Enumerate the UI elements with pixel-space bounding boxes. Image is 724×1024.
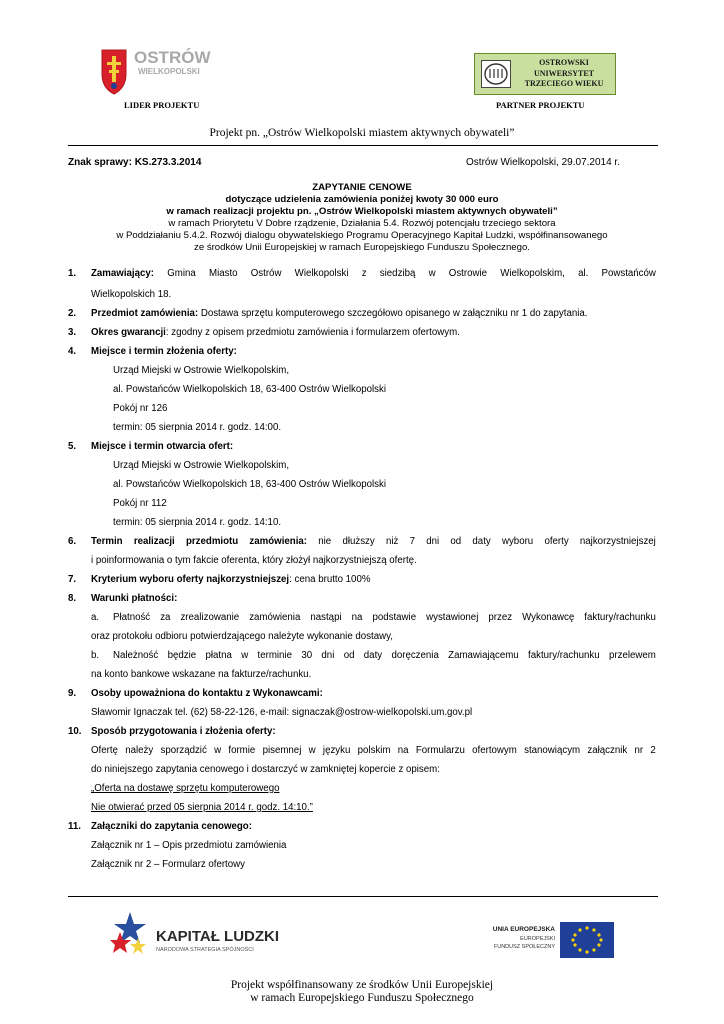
item-label: Osoby upoważniona do kontaktu z Wykonawcami: [91, 688, 323, 699]
word: wystawionej [426, 612, 479, 623]
word: Gmina [167, 268, 196, 279]
lider-label: LIDER PROJEKTU [124, 100, 200, 110]
item-7-line [91, 574, 370, 585]
document-title: ZAPYTANIE CENOWE [312, 182, 412, 193]
word: przelewem [608, 650, 656, 661]
item-text: Dostawa sprzętu komputerowego szczegółowo opisanego w załączniku nr 1 do zapytania. [198, 308, 588, 319]
word: od [343, 650, 355, 661]
address-line: Urząd Miejski w Ostrowie Wielkopolskim, [113, 365, 290, 376]
item-10-line2: do niniejszego zapytania cenowego i dostarczyć w zamkniętej kopercie z opisem: [91, 764, 440, 775]
word: w [308, 745, 316, 756]
word: Powstańców [601, 268, 656, 279]
word: stanowiącym [524, 745, 581, 756]
word: z [361, 268, 367, 279]
ue-subtitle: FUNDUSZ SPOŁECZNY [493, 944, 555, 950]
word: Należność [113, 650, 159, 661]
partner-logo-line: TRZECIEGO WIEKU [524, 79, 604, 88]
title-line: w ramach realizacji projektu pn. „Ostrów Wielkopolski miastem aktywnych obywateli” [166, 206, 558, 217]
word: za [160, 612, 171, 623]
ue-subtitle: EUROPEJSKI [520, 936, 555, 942]
lider-logo-subtext: WIELKOPOLSKI [138, 67, 200, 76]
header-divider [68, 145, 658, 146]
item-number: 2. [68, 308, 77, 319]
item-number: 7. [68, 574, 77, 585]
case-number: Znak sprawy: KS.273.3.2014 [68, 157, 202, 168]
word: języku [322, 745, 351, 756]
address-line: Urząd Miejski w Ostrowie Wielkopolskim, [113, 460, 290, 471]
word: zamówienia [249, 612, 301, 623]
item-number: 9. [68, 688, 77, 699]
footer-cofinancing: Projekt współfinansowany ze środków Unii Europejskiej [230, 979, 494, 991]
item-label: Kryterium wyboru oferty najkorzystniejszej [91, 574, 290, 585]
partner-logo-line: UNIWERSYTET [533, 68, 594, 78]
word: podstawie [372, 612, 417, 623]
lider-logo-text: OSTRÓW [134, 48, 211, 67]
word: polskim [357, 745, 391, 756]
label-word: realizacji [133, 536, 175, 547]
item-number: 5. [68, 441, 77, 452]
item-text: : cena brutto 100% [289, 574, 371, 585]
item-text: : zgodny z opisem przedmiotu zamówienia i formularzem ofertowym. [165, 327, 460, 338]
ostrow-coat-of-arms-icon [100, 46, 240, 96]
subitem-a-line2: oraz protokołu odbioru potwierdzającego należyte wykonanie dostawy, [91, 631, 393, 642]
word: nie [318, 536, 332, 547]
item-6-line2: i poinformowania o tym fakcie oferenta, który złożył najkorzystniejszą ofertę. [91, 555, 417, 566]
label-word: zamówienia: [249, 536, 308, 547]
title-line: ze środków Unii Europejskiej w ramach Europejskiego Funduszu Społecznego. [194, 242, 530, 253]
partner-logo-line: OSTROWSKI [539, 58, 589, 67]
kl-subtitle: NARODOWA STRATEGIA SPÓJNOŚCI [156, 947, 254, 953]
word: nr [634, 745, 644, 756]
utw-emblem-icon [481, 60, 511, 88]
word: dłuższy [342, 536, 375, 547]
item-label: Sposób przygotowania i złożenia oferty: [91, 726, 276, 737]
word: na [351, 612, 363, 623]
deadline-line: termin: 05 sierpnia 2014 r. godz. 14:00. [113, 422, 282, 433]
word: wyboru [501, 536, 534, 547]
place-date: Ostrów Wielkopolski, 29.07.2014 r. [466, 157, 620, 168]
word: Ofertę [91, 745, 118, 756]
title-line: dotyczące udzielenia zamówienia poniżej kwoty 30 000 euro [225, 194, 499, 205]
title-line: w ramach Priorytetu V Dobre rządzenie, Działania 5.4. Rozwój potencjału trzeciego sektora [168, 218, 556, 229]
label-word: przedmiotu [185, 536, 239, 547]
attachment-line: Załącznik nr 1 – Opis przedmiotu zamówienia [91, 840, 287, 851]
word: Płatność [113, 612, 151, 623]
word: oferty [544, 536, 569, 547]
item-label: Okres gwarancji [91, 327, 166, 338]
kl-title: KAPITAŁ LUDZKI [156, 928, 280, 945]
item-2-line [91, 308, 587, 319]
item-1-line2: Wielkopolskich 18. [91, 289, 172, 300]
word: dni [321, 650, 335, 661]
item-label: Załączniki do zapytania cenowego: [91, 821, 252, 832]
envelope-label-line: Nie otwierać przed 05 sierpnia 2014 r. godz. 14:10.” [91, 802, 313, 813]
footer-fund: w ramach Europejskiego Funduszu Społecznego [250, 992, 474, 1004]
room-line: Pokój nr 126 [113, 403, 168, 414]
footer-divider [68, 896, 658, 897]
word: faktury/rachunku [584, 612, 656, 623]
item-number: 3. [68, 327, 77, 338]
item-10-line [91, 745, 656, 756]
word: na [397, 745, 409, 756]
word: w [214, 745, 222, 756]
subitem-b-line [113, 650, 656, 661]
item-label: Warunki płatności: [91, 593, 178, 604]
word: Formularzu [415, 745, 465, 756]
word: Ostrowie [448, 268, 488, 279]
word: załącznik [587, 745, 628, 756]
word: ofertowym [472, 745, 517, 756]
partner-label: PARTNER PROJEKTU [496, 100, 585, 110]
item-1-line [91, 268, 656, 279]
kapital-ludzki-stars-icon [110, 910, 290, 960]
word: nastąpi [310, 612, 342, 623]
word: siedzibą [379, 268, 416, 279]
project-line: Projekt pn. „Ostrów Wielkopolski miastem aktywnych obywateli” [209, 127, 515, 139]
item-label: Miejsce i termin otwarcia ofert: [91, 441, 234, 452]
word: pisemnej [262, 745, 302, 756]
word: 2 [650, 745, 656, 756]
item-number: 8. [68, 593, 77, 604]
word: w [428, 268, 436, 279]
word: formie [228, 745, 256, 756]
ue-title: UNIA EUROPEJSKA [492, 926, 555, 933]
item-3-line [91, 327, 460, 338]
subitem-prefix: b. [91, 650, 100, 661]
address-line: al. Powstańców Wielkopolskich 18, 63-400 Ostrów Wielkopolski [113, 479, 386, 490]
address-line: al. Powstańców Wielkopolskich 18, 63-400 Ostrów Wielkopolski [113, 384, 386, 395]
item-number: 11. [68, 821, 81, 832]
word: będzie [167, 650, 197, 661]
word: doręczenia [391, 650, 439, 661]
word: faktury/rachunku [528, 650, 600, 661]
word: Wykonawcę [522, 612, 575, 623]
word: Wielkopolski [294, 268, 349, 279]
word: daty [472, 536, 491, 547]
item-label: Zamawiający: [91, 268, 155, 279]
word: Wielkopolskim, [500, 268, 565, 279]
deadline-line: termin: 05 sierpnia 2014 r. godz. 14:10. [113, 517, 282, 528]
item-label: Przedmiot zamówienia: [91, 308, 199, 319]
word: płatna [205, 650, 232, 661]
item-6-line [91, 536, 656, 547]
partner-logo-text [515, 58, 613, 90]
word: terminie [257, 650, 292, 661]
subitem-prefix: a. [91, 612, 100, 623]
word: Ostrów [250, 268, 282, 279]
room-line: Pokój nr 112 [113, 498, 167, 509]
subitem-a-line [113, 612, 656, 623]
attachment-line: Załącznik nr 2 – Formularz ofertowy [91, 859, 245, 870]
envelope-label-line: „Oferta na dostawę sprzętu komputerowego [91, 783, 280, 794]
item-number: 4. [68, 346, 77, 357]
word: sporządzić [160, 745, 207, 756]
label-word: Termin [91, 536, 123, 547]
item-label: Miejsce i termin złożenia oferty: [91, 346, 237, 357]
eu-efs-logo [478, 920, 618, 960]
word: Miasto [209, 268, 238, 279]
word: w [241, 650, 249, 661]
kapital-ludzki-logo [110, 910, 290, 960]
item-number: 6. [68, 536, 77, 547]
partner-logo [474, 53, 616, 95]
lider-logo [100, 46, 240, 96]
item-number: 1. [68, 268, 77, 279]
word: 7 [409, 536, 415, 547]
word: zrealizowanie [180, 612, 240, 623]
word: daty [363, 650, 383, 661]
word: al. [578, 268, 589, 279]
eu-flag-icon [560, 922, 614, 958]
contact-line: Sławomir Ignaczak tel. (62) 58-22-126, e-mail: signaczak@ostrow-wielkopolski.um.gov.pl [91, 707, 473, 718]
word: najkorzystniejszej [579, 536, 656, 547]
item-number: 10. [68, 726, 82, 737]
word: przez [488, 612, 513, 623]
subitem-b-line2: na konto bankowe wskazane na fakturze/rachunku. [91, 669, 312, 680]
word: od [450, 536, 462, 547]
word: należy [125, 745, 154, 756]
word: 30 [301, 650, 313, 661]
title-line: w Poddziałaniu 5.4.2. Rozwój dialogu obywatelskiego Programu Operacyjnego Kapitał Ludzki, współfinansowanego [116, 230, 608, 241]
word: niż [385, 536, 399, 547]
word: Zamawiającemu [448, 650, 519, 661]
word: dni [426, 536, 440, 547]
